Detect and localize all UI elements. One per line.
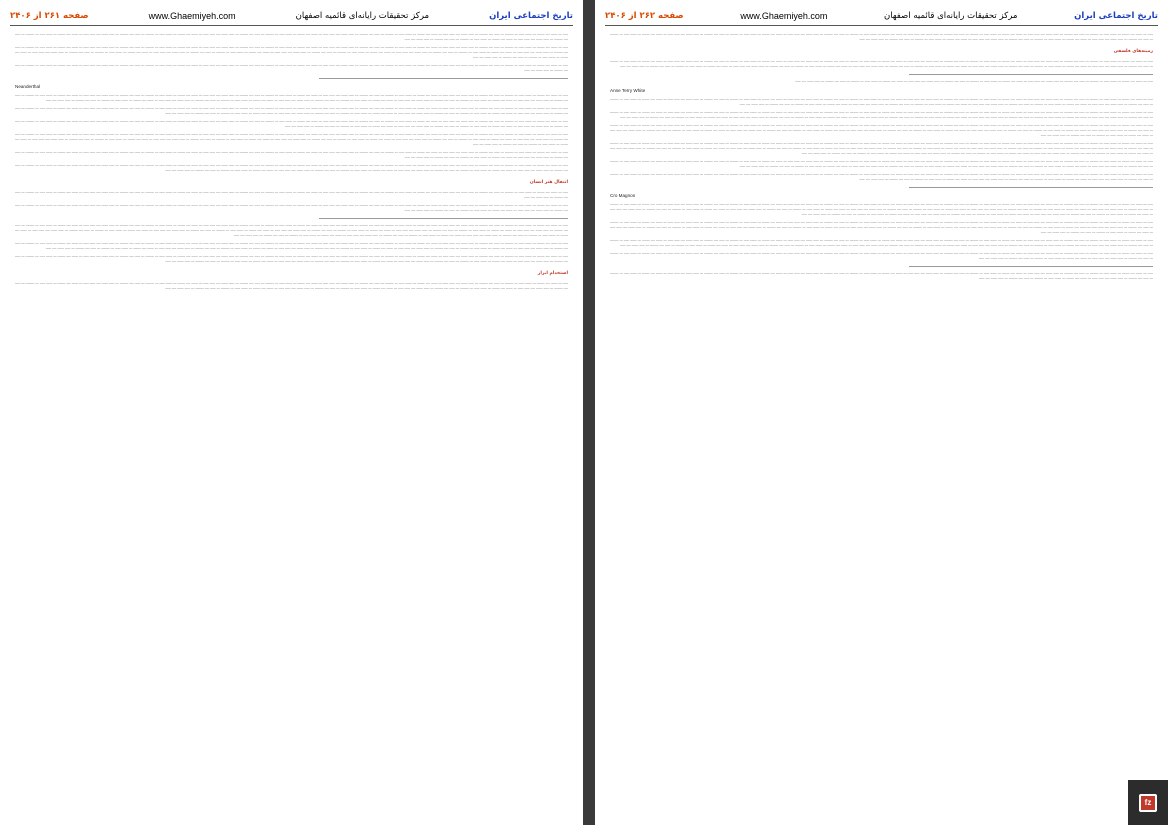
text-paragraph: ـــــ ـــ ــــــ ــــ ـــــــ ـــ ــــــ ـــــ ـــ ــــــــ ـــ ـــــ ــــ ــــــــ ـــ ـــــ ــــــ ــــ ـــــ ـــــ ـــ ــــــ ــــ ـــــــ ـــ ــــــ ـــــ ـــ ــــــــ ـــ ـــــ ــــ ــــــــ ـــ ـــــ ــــــ ــــ ـــــ ـــــ ـــ ــــــ ــــ ـــــــ ـــ ــــــ ـــــ ـــ ــــــــ ـــ ـــــ ــــ ــــــــ ـــ ـــــ ــــــ ــــ ـــــ ـــــ ـــ ــــــ ــــ ـــــــ ـــ ــــــ ـــــ ـــ ــــــــ ـــ ـــــ ــــ ــــــــ ـــ ـــــ ــــــ ــــ ـــــ ـــــ ـــ ــــــ ــــ ـــــــ ـــ ــــــ ـــــ ـــ ــــــــ ـــ ـــــ ــــ ــــــــ ـــ ـــــ ــــــ ــــ ـــــ ـــــ ـــ ــــــ ــــ ـــــــ ـــ ــــــ ـــــ ـــ ــــــــ ـــ ـــــ ــــ ــــــــ ـــ ـــــ ــــــ ــــ ـــــ ـــــ ـــ ــــــ ــــ ـــــــ ـــ ــــــ ـــــ ـــ ــــــــ ـــ ـــــ ــــ ــــــــ ـــ ـــــ ــــــ ــــ ـــــ ـــــ ـــ ــــــ ــــ ـــــــ ـــ ــــــ ـــــ ـــ ــــــــ ـــ ـــــ ــــ ــــــــ ـــ ـــــ ــــــ ــــ ـــــ ـــــ ـــ ــــــ ــــ ـــــــ ـــ ــــــ ـــــ ـــ ــــــــ ـــ ـــــ ــــ ــــــــ ـــ ـــــ ــــــ ــــ ـــــ ـــــ ـــ ــــــ ــــ ـــــــ ـــ ــــــ ـــــ ـــ ــــــــ ـــ ـــــ ــــ ــــــــ ـــ ـــــ ــــــ ــــ ـــــ bbox=[610, 123, 1153, 137]
header-divider bbox=[605, 25, 1158, 26]
latin-term: Neanderthal bbox=[15, 84, 41, 89]
app-corner-badge[interactable] bbox=[1128, 780, 1168, 825]
text-paragraph: ـــــ ـــ ــــــ ــــ ـــــــ ـــ ــــــ ـــــ ـــ ــــــــ ـــ ـــــ ــــ ــــــــ ـــ ـــــ ــــــ ــــ ـــــ ـــــ ـــ ــــــ ــــ ـــــــ ـــ ــــــ ـــــ ـــ ــــــــ ـــ ـــــ ــــ ــــــــ ـــ ـــــ ــــــ ــــ ـــــ ـــــ ـــ ــــــ ــــ ـــــــ ـــ ــــــ ـــــ ـــ ــــــــ ـــ ـــــ ــــ ــــــــ ـــ ـــــ ــــــ ــــ ـــــ ـــــ ـــ ــــــ ــــ ـــــــ ـــ ــــــ ـــــ ـــ ــــــــ ـــ ـــــ ــــ ــــــــ ـــ ـــــ ــــــ ــــ ـــــ ـــــ ـــ ــــــ ــــ ـــــــ ـــ ــــــ ـــــ ـــ ــــــــ ـــ ـــــ ــــ ــــــــ ـــ ـــــ ــــــ ــــ ـــــ ـــــ ـــ ــــــ ــــ ـــــــ ـــ ــــــ ـــــ ـــ ــــــــ ـــ ـــــ ــــ ــــــــ ـــ ـــــ ــــــ ــــ ـــــ ـــــ ـــ ــــــ ــــ ـــــــ ـــ ــــــ ـــــ ـــ ــــــــ ـــ ـــــ ــــ ــــــــ ـــ ـــــ ــــــ ــــ ـــــ ـــــ ـــ ــــــ ــــ ـــــــ ـــ ــــــ ـــــ ـــ ــــــــ ـــ ـــــ ــــ ــــــــ ـــ ـــــ ــــــ ــــ ـــــ ـــــ ـــ ــــــ ــــ ـــــــ ـــ ــــــ ـــــ ـــ ــــــــ ـــ ـــــ ــــ ــــــــ ـــ ـــــ ــــــ ــــ ـــــ ـــــ ـــ ــــــ ــــ ـــــــ ـــ ــــــ ـــــ ـــ ــــــــ ـــ ـــــ ــــ ــــــــ ـــ ـــــ ــــــ ــــ ـــــ bbox=[15, 132, 568, 146]
section-heading: انتقال هنر انسان bbox=[529, 180, 568, 185]
text-paragraph: ـــــ ـــ ــــــ ــــ ـــــــ ـــ ــــــ ـــــ ـــ ــــــــ ـــ ـــــ ــــ ــــــــ ـــ ـــــ ــــــ ــــ ـــــ ـــــ ـــ ــــــ ــــ ـــــــ ـــ ــــــ ـــــ ـــ ــــــــ ـــ ـــــ ــــ ــــــــ ـــ ـــــ ــــــ ــــ ـــــ ـــــ ـــ ــــــ ــــ ـــــــ ـــ ــــــ ـــــ ـــ ــــــــ ـــ ـــــ ــــ ــــــــ ـــ ـــــ ــــــ ــــ ـــــ ـــــ ـــ ــــــ ــــ ـــــــ ـــ ــــــ ـــــ ـــ ــــــــ ـــ ـــــ ــــ ــــــــ ـــ ـــــ ــــــ ــــ ـــــ ـــــ ـــ ــــــ ــــ ـــــــ ـــ ــــــ ـــــ ـــ ــــــــ ـــ ـــــ ــــ ــــــــ ـــ ـــــ ــــــ ــــ ـــــ ـــــ ـــ ــــــ ــــ ـــــــ ـــ ــــــ ـــــ ـــ ــــــــ ـــ ـــــ ــــ ــــــــ ـــ ـــــ ــــــ ــــ ـــــ ـــــ ـــ ــــــ ــــ ـــــــ ـــ ــــــ ـــــ ـــ ــــــــ ـــ ـــــ ــــ ــــــــ ـــ ـــــ ــــــ ــــ ـــــ ـــــ ـــ ــــــ ــــ ـــــــ ـــ ــــــ ـــــ ـــ ــــــــ ـــ ـــــ ــــ ــــــــ ـــ ـــــ ــــــ ــــ ـــــ bbox=[15, 106, 568, 115]
section-heading: استخدام ابزار bbox=[537, 271, 568, 276]
text-paragraph: ـــــ ـــ ــــــ ــــ ـــــــ ـــ ــــــ ـــــ ـــ ــــــــ ـــ ـــــ ــــ ــــــــ ـــ ـــــ ــــــ ــــ ـــــ ـــــ ـــ ــــــ ــــ ـــــــ ـــ ــــــ ـــــ ـــ ــــــــ ـــ ـــــ ــــ ــــــــ ـــ ـــــ ــــــ ــــ ـــــ ـــــ ـــ ــــــ ــــ ـــــــ ـــ ــــــ ـــــ ـــ ــــــــ ـــ ـــــ ــــ ــــــــ ـــ ـــــ ــــــ ــــ ـــــ ـــــ ـــ ــــــ ــــ ـــــــ ـــ ــــــ ـــــ ـــ ــــــــ ـــ ـــــ ــــ ــــــــ ـــ ـــــ ــــــ ــــ ـــــ ـــــ ـــ ــــــ ــــ ـــــــ ـــ ــــــ ـــــ ـــ ــــــــ ـــ ـــــ ــــ ــــــــ ـــ ـــــ ــــــ ــــ ـــــ ـــــ ـــ ــــــ ــــ ـــــــ ـــ ــــــ ـــــ ـــ ــــــــ ـــ ـــــ ــــ ــــــــ ـــ ـــــ ــــــ ــــ ـــــ bbox=[610, 251, 1153, 260]
text-paragraph: ـــــ ـــ ــــــ ــــ ـــــــ ـــ ــــــ ـــــ ـــ ــــــــ ـــ ـــــ ــــ ــــــــ ـــ ـــــ ــــــ ــــ ـــــ ـــــ ـــ ــــــ ــــ ـــــــ ـــ ــــــ ـــــ ـــ ــــــــ ـــ ـــــ ــــ ــــــــ ـــ ـــــ ــــــ ــــ ـــــ ـــــ ـــ ــــــ ــــ ـــــــ ـــ ــــــ ـــــ ـــ ــــــــ ـــ ـــــ ــــ ــــــــ ـــ ـــــ ــــــ ــــ ـــــ ـــــ ـــ ــــــ ــــ ـــــــ ـــ ــــــ ـــــ ـــ ــــــــ ـــ ـــــ ــــ ــــــــ ـــ ـــــ ــــــ ــــ ـــــ ـــــ ـــ ــــــ ــــ ـــــــ ـــ ــــــ ـــــ ـــ ــــــــ ـــ ـــــ ــــ ــــــــ ـــ ـــــ ــــــ ــــ ـــــ ـــــ ـــ ــــــ ــــ ـــــــ ـــ ــــــ ـــــ ـــ ــــــــ ـــ ـــــ ــــ ــــــــ ـــ ـــــ ــــــ ــــ ـــــ bbox=[15, 150, 568, 159]
page-gutter bbox=[583, 0, 595, 825]
text-paragraph: ـــــ ـــ ــــــ ــــ ـــــــ ـــ ــــــ ـــــ ـــ ــــــــ ـــ ـــــ ــــ ــــــــ ـــ ـــــ ــــــ ــــ ـــــ ـــــ ـــ ــــــ ــــ ـــــــ ـــ ــــــ ـــــ ـــ ــــــــ ـــ ـــــ ــــ ــــــــ ـــ ـــــ ــــــ ــــ ـــــ ـــــ ـــ ــــــ ــــ ـــــــ ـــ ــــــ ـــــ ـــ ــــــــ ـــ ـــــ ــــ ــــــــ ـــ ـــــ ــــــ ــــ ـــــ ـــــ ـــ ــــــ ــــ ـــــــ ـــ ــــــ ـــــ ـــ ــــــــ ـــ ـــــ ــــ ــــــــ ـــ ـــــ ــــــ ــــ ـــــ ـــــ ـــ ــــــ ــــ ـــــــ ـــ ــــــ ـــــ ـــ ــــــــ ـــ ـــــ ــــ ــــــــ ـــ ـــــ ــــــ ــــ ـــــ ـــــ ـــ ــــــ ــــ ـــــــ ـــ ــــــ ـــــ ـــ ــــــــ ـــ ـــــ ــــ ــــــــ ـــ ـــــ ــــــ ــــ ـــــ ـــــ ـــ ــــــ ــــ ـــــــ ـــ ــــــ ـــــ ـــ ــــــــ ـــ ـــــ ــــ ــــــــ ـــ ـــــ ــــــ ــــ ـــــ ـــــ ـــ ــــــ ــــ ـــــــ ـــ ــــــ ـــــ ـــ ــــــــ ـــ ـــــ ــــ ــــــــ ـــ ـــــ ــــــ ــــ ـــــ ـــــ ـــ ــــــ ــــ ـــــــ ـــ ــــــ ـــــ ـــ ــــــــ ـــ ـــــ ــــ ــــــــ ـــ ـــــ ــــــ ــــ ـــــ ـــــ ـــ ــــــ ــــ ـــــــ ـــ ــــــ ـــــ ـــ ــــــــ ـــ ـــــ ــــ ــــــــ ـــ ـــــ ــــــ ــــ ـــــ bbox=[610, 220, 1153, 234]
text-paragraph: ـــــ ـــ ــــــ ــــ ـــــــ ـــ ــــــ ـــــ ـــ ــــــــ ـــ ـــــ ــــ ــــــــ ـــ ـــــ ــــــ ــــ ـــــ ـــــ ـــ ــــــ ــــ ـــــــ ـــ ــــــ ـــــ ـــ ــــــــ ـــ ـــــ ــــ ــــــــ ـــ ـــــ ــــــ ــــ ـــــ ـــــ ـــ ــــــ ــــ ـــــــ ـــ ــــــ ـــــ ـــ ــــــــ ـــ ـــــ ــــ ــــــــ ـــ ـــــ ــــــ ــــ ـــــ ـــــ ـــ ــــــ ــــ ـــــــ ـــ ــــــ ـــــ ـــ ــــــــ ـــ ـــــ ــــ ــــــــ ـــ ـــــ ــــــ ــــ ـــــ ـــــ ـــ ــــــ ــــ ـــــــ ـــ ــــــ ـــــ ـــ ــــــــ ـــ ـــــ ــــ ــــــــ ـــ ـــــ ــــــ ــــ ـــــ ـــــ ـــ ــــــ ــــ ـــــــ ـــ ــــــ ـــــ ـــ ــــــــ ـــ ـــــ ــــ ــــــــ ـــ ـــــ ــــــ ــــ ـــــ ـــــ ـــ ــــــ ــــ ـــــــ ـــ ــــــ ـــــ ـــ ــــــــ ـــ ـــــ ــــ ــــــــ ـــ ـــــ ــــــ ــــ ـــــ ـــــ ـــ ــــــ ــــ ـــــــ ـــ ــــــ ـــــ ـــ ــــــــ ـــ ـــــ ــــ ــــــــ ـــ ـــــ ــــــ ــــ ـــــ ـــــ ـــ ــــــ ــــ ـــــــ ـــ ــــــ ـــــ ـــ ــــــــ ـــ ـــــ ــــ ــــــــ ـــ ـــــ ــــــ ــــ ـــــ bbox=[610, 110, 1153, 119]
latin-term: Anne Terry White bbox=[610, 88, 646, 93]
right-page-body bbox=[610, 32, 1153, 819]
text-paragraph: ـــــ ـــ ــــــ ــــ ـــــــ ـــ ــــــ ـــــ ـــ ــــــــ ـــ ـــــ ــــ ــــــــ ـــ ـــــ ــــــ ــــ ـــــ ـــــ ـــ ــــــ ــــ ـــــــ ـــ ــــــ ـــــ ـــ ــــــــ ـــ ـــــ ــــ ــــــــ ـــ ـــــ ــــــ ــــ ـــــ ـــــ ـــ ــــــ ــــ ـــــــ ـــ ــــــ ـــــ ـــ ــــــــ ـــ ـــــ ــــ ــــــــ ـــ ـــــ ــــــ ــــ ـــــ ـــــ ـــ ــــــ ــــ ـــــــ ـــ ــــــ ـــــ ـــ ــــــــ ـــ ـــــ ــــ ــــــــ ـــ ـــــ ــــــ ــــ ـــــ ـــــ ـــ ــــــ ــــ ـــــــ ـــ ــــــ ـــــ ـــ ــــــــ ـــ ـــــ ــــ ــــــــ ـــ ـــــ ــــــ ــــ ـــــ ـــــ ـــ ــــــ ــــ ـــــــ ـــ ــــــ ـــــ ـــ ــــــــ ـــ ـــــ ــــ ــــــــ ـــ ـــــ ــــــ ــــ ـــــ ـــــ ـــ ــــــ ــــ ـــــــ ـــ ــــــ ـــــ ـــ ــــــــ ـــ ـــــ ــــ ــــــــ ـــ ـــــ ــــــ ــــ ـــــ ـــــ ـــ ــــــ ــــ ـــــــ ـــ ــــــ ـــــ ـــ ــــــــ ـــ ـــــ ــــ ــــــــ ـــ ـــــ ــــــ ــــ ـــــ bbox=[610, 97, 1153, 106]
text-paragraph: ـــــ ـــ ــــــ ــــ ـــــــ ـــ ــــــ ـــــ ـــ ــــــــ ـــ ـــــ ــــ ــــــــ ـــ ـــــ ــــــ ــــ ـــــ ـــــ ـــ ــــــ ــــ ـــــــ ـــ ــــــ ـــــ ـــ ــــــــ ـــ ـــــ ــــ ــــــــ ـــ ـــــ ــــــ ــــ ـــــ ـــــ ـــ ــــــ ــــ ـــــــ ـــ ــــــ ـــــ ـــ ــــــــ ـــ ـــــ ــــ ــــــــ ـــ ـــــ ــــــ ــــ ـــــ ـــــ ـــ ــــــ ــــ ـــــــ ـــ ــــــ ـــــ ـــ ــــــــ ـــ ـــــ ــــ ــــــــ ـــ ـــــ ــــــ ــــ ـــــ ـــــ ـــ ــــــ ــــ ـــــــ ـــ ــــــ ـــــ ـــ ــــــــ ـــ ـــــ ــــ ــــــــ ـــ ـــــ ــــــ ــــ ـــــ ـــــ ـــ ــــــ ــــ ـــــــ ـــ ــــــ ـــــ ـــ ــــــــ ـــ ـــــ ــــ ــــــــ ـــ ـــــ ــــــ ــــ ـــــ bbox=[15, 32, 568, 41]
text-paragraph: ـــــ ـــ ــــــ ــــ ـــــــ ـــ ــــــ ـــــ ـــ ــــــــ ـــ ـــــ ــــ ــــــــ ـــ ـــــ ــــــ ــــ ـــــ ـــــ ـــ ــــــ ــــ ـــــــ ـــ ــــــ ـــــ ـــ ــــــــ ـــ ـــــ ــــ ــــــــ ـــ ـــــ ــــــ ــــ ـــــ ـــــ ـــ ــــــ ــــ ـــــــ ـــ ــــــ ـــــ ـــ ــــــــ ـــ ـــــ ــــ ــــــــ ـــ ـــــ ــــــ ــــ ـــــ ـــــ ـــ ــــــ ــــ ـــــــ ـــ ــــــ ـــــ ـــ ــــــــ ـــ ـــــ ــــ ــــــــ ـــ ـــــ ــــــ ــــ ـــــ ـــــ ـــ ــــــ ــــ ـــــــ ـــ ــــــ ـــــ ـــ ــــــــ ـــ ـــــ ــــ ــــــــ ـــ ـــــ ــــــ ــــ ـــــ ـــــ ـــ ــــــ ــــ ـــــــ ـــ ــــــ ـــــ ـــ ــــــــ ـــ ـــــ ــــ ــــــــ ـــ ـــــ ــــــ ــــ ـــــ ـــــ ـــ ــــــ ــــ ـــــــ ـــ ــــــ ـــــ ـــ ــــــــ ـــ ـــــ ــــ ــــــــ ـــ ـــــ ــــــ ــــ ـــــ ـــــ ـــ ــــــ ــــ ـــــــ ـــ ــــــ ـــــ ـــ ــــــــ ـــ ـــــ ــــ ــــــــ ـــ ـــــ ــــــ ــــ ـــــ ـــــ ـــ ــــــ ــــ ـــــــ ـــ ــــــ ـــــ ـــ ــــــــ ـــ ـــــ ــــ ــــــــ ـــ ـــــ ــــــ ــــ ـــــ ـــــ ـــ ــــــ ــــ ـــــــ ـــ ــــــ ـــــ ـــ ــــــــ ـــ ـــــ ــــ ــــــــ ـــ ـــــ ــــــ ــــ ـــــ ـــــ ـــ ــــــ ــــ ـــــــ ـــ ــــــ ـــــ ـــ ــــــــ ـــ ـــــ ــــ ــــــــ ـــ ـــــ ــــــ ــــ ـــــ ـــــ ـــ ــــــ ــــ ـــــــ ـــ ــــــ ـــــ ـــ ــــــــ ـــ ـــــ ــــ ــــــــ ـــ ـــــ ــــــ ــــ ـــــ bbox=[610, 141, 1153, 155]
text-paragraph: ـــــ ـــ ــــــ ــــ ـــــــ ـــ ــــــ ـــــ ـــ ــــــــ ـــ ـــــ ــــ ــــــــ ـــ ـــــ ــــــ ــــ ـــــ ـــــ ـــ ــــــ ــــ ـــــــ ـــ ــــــ ـــــ ـــ ــــــــ ـــ ـــــ ــــ ــــــــ ـــ ـــــ ــــــ ــــ ـــــ ـــــ ـــ ــــــ ــــ ـــــــ ـــ ــــــ ـــــ ـــ ــــــــ ـــ ـــــ ــــ ــــــــ ـــ ـــــ ــــــ ــــ ـــــ ـــــ ـــ ــــــ ــــ ـــــــ ـــ ــــــ ـــــ ـــ ــــــــ ـــ ـــــ ــــ ــــــــ ـــ ـــــ ــــــ ــــ ـــــ ـــــ ـــ ــــــ ــــ ـــــــ ـــ ــــــ ـــــ ـــ ــــــــ ـــ ـــــ ــــ ــــــــ ـــ ـــــ ــــــ ــــ ـــــ ـــــ ـــ ــــــ ــــ ـــــــ ـــ ــــــ ـــــ ـــ ــــــــ ـــ ـــــ ــــ ــــــــ ـــ ـــــ ــــــ ــــ ـــــ ـــــ ـــ ــــــ ــــ ـــــــ ـــ ــــــ ـــــ ـــ ــــــــ ـــ ـــــ ــــ ــــــــ ـــ ـــــ ــــــ ــــ ـــــ ـــــ ـــ ــــــ ــــ ـــــــ ـــ ــــــ ـــــ ـــ ــــــــ ـــ ـــــ ــــ ــــــــ ـــ ـــــ ــــــ ــــ ـــــ bbox=[610, 159, 1153, 168]
file-app-icon: fz bbox=[1139, 794, 1157, 812]
site-url[interactable]: www.Ghaemiyeh.com bbox=[148, 11, 236, 21]
text-paragraph: ـــــ ـــ ــــــ ــــ ـــــــ ـــ ــــــ ـــــ ـــ ــــــــ ـــ ـــــ ــــ ــــــــ ـــ ـــــ ــــــ ــــ ـــــ ـــــ ـــ ــــــ ــــ ـــــــ ـــ ــــــ ـــــ ـــ ــــــــ ـــ ـــــ ــــ ــــــــ ـــ ـــــ ــــــ ــــ ـــــ ـــــ ـــ ــــــ ــــ ـــــــ ـــ ــــــ ـــــ ـــ ــــــــ ـــ ـــــ ــــ ــــــــ ـــ ـــــ ــــــ ــــ ـــــ ـــــ ـــ ــــــ ــــ ـــــــ ـــ ــــــ ـــــ ـــ ــــــــ ـــ ـــــ ــــ ــــــــ ـــ ـــــ ــــــ ــــ ـــــ ـــــ ـــ ــــــ ــــ ـــــــ ـــ ــــــ ـــــ ـــ ــــــــ ـــ ـــــ ــــ ــــــــ ـــ ـــــ ــــــ ــــ ـــــ ـــــ ـــ ــــــ ــــ ـــــــ ـــ ــــــ ـــــ ـــ ــــــــ ـــ ـــــ ــــ ــــــــ ـــ ـــــ ــــــ ــــ ـــــ ـــــ ـــ ــــــ ــــ ـــــــ ـــ ــــــ ـــــ ـــ ــــــــ ـــ ـــــ ــــ ــــــــ ـــ ـــــ ــــــ ــــ ـــــ ـــــ ـــ ــــــ ــــ ـــــــ ـــ ــــــ ـــــ ـــ ــــــــ ـــ ـــــ ــــ ــــــــ ـــ ـــــ ــــــ ــــ ـــــ bbox=[15, 281, 568, 290]
center-name: مرکز تحقیقات رایانه‌ای قائمیه اصفهان bbox=[295, 11, 430, 21]
text-paragraph: ـــــ ـــ ــــــ ــــ ـــــــ ـــ ــــــ ـــــ ـــ ــــــــ ـــ ـــــ ــــ ــــــــ ـــ ـــــ ــــــ ــــ ـــــ ـــــ ـــ ــــــ ــــ ـــــــ ـــ ــــــ ـــــ ـــ ــــــــ ـــ ـــــ ــــ ــــــــ ـــ ـــــ ــــــ ــــ ـــــ ـــــ ـــ ــــــ ــــ ـــــــ ـــ ــــــ ـــــ ـــ ــــــــ ـــ ـــــ ــــ ــــــــ ـــ ـــــ ــــــ ــــ ـــــ ـــــ ـــ ــــــ ــــ ـــــــ ـــ ــــــ ـــــ ـــ ــــــــ ـــ ـــــ ــــ ــــــــ ـــ ـــــ ــــــ ــــ ـــــ ـــــ ـــ ــــــ ــــ ـــــــ ـــ ــــــ ـــــ ـــ ــــــــ ـــ ـــــ ــــ ــــــــ ـــ ـــــ ــــــ ــــ ـــــ ـــــ ـــ ــــــ ــــ ـــــــ ـــ ــــــ ـــــ ـــ ــــــــ ـــ ـــــ ــــ ــــــــ ـــ ـــــ ــــــ ــــ ـــــ ـــــ ـــ ــــــ ــــ ـــــــ ـــ ــــــ ـــــ ـــ ــــــــ ـــ ـــــ ــــ ــــــــ ـــ ـــــ ــــــ ــــ ـــــ bbox=[610, 172, 1153, 181]
text-paragraph: ـــــ ـــ ــــــ ــــ ـــــــ ـــ ــــــ ـــــ ـــ ــــــــ ـــ ـــــ ــــ ــــــــ ـــ ـــــ ــــــ ــــ ـــــ ـــــ ـــ ــــــ ــــ ـــــــ ـــ ــــــ ـــــ ـــ ــــــــ ـــ ـــــ ــــ ــــــــ ـــ ـــــ ــــــ ــــ ـــــ ـــــ ـــ ــــــ ــــ ـــــــ ـــ ــــــ ـــــ ـــ ــــــــ ـــ ـــــ ــــ ــــــــ ـــ ـــــ ــــــ ــــ ـــــ ـــــ ـــ ــــــ ــــ ـــــــ ـــ ــــــ ـــــ ـــ ــــــــ ـــ ـــــ ــــ ــــــــ ـــ ـــــ ــــــ ــــ ـــــ ـــــ ـــ ــــــ ــــ ـــــــ ـــ ــــــ ـــــ ـــ ــــــــ ـــ ـــــ ــــ ــــــــ ـــ ـــــ ــــــ ــــ ـــــ bbox=[15, 190, 568, 199]
footnote-divider bbox=[909, 187, 1153, 188]
text-paragraph: ـــــ ـــ ــــــ ــــ ـــــــ ـــ ــــــ ـــــ ـــ ــــــــ ـــ ـــــ ــــ ــــــــ ـــ ـــــ ــــــ ــــ ـــــ ـــــ ـــ ــــــ ــــ ـــــــ ـــ ــــــ ـــــ ـــ ــــــــ ـــ ـــــ ــــ ــــــــ ـــ ـــــ ــــــ ــــ ـــــ ـــــ ـــ ــــــ ــــ ـــــــ ـــ ــــــ ـــــ ـــ ــــــــ ـــ ـــــ ــــ ــــــــ ـــ ـــــ ــــــ ــــ ـــــ ـــــ ـــ ــــــ ــــ ـــــــ ـــ ــــــ ـــــ ـــ ــــــــ ـــ ـــــ ــــ ــــــــ ـــ ـــــ ــــــ ــــ ـــــ ـــــ ـــ ــــــ ــــ ـــــــ ـــ ــــــ ـــــ ـــ ــــــــ ـــ ـــــ ــــ ــــــــ ـــ ـــــ ــــــ ــــ ـــــ bbox=[15, 63, 568, 72]
right-page-header bbox=[605, 8, 1158, 24]
text-paragraph: ـــــ ـــ ــــــ ــــ ـــــــ ـــ ــــــ ـــــ ـــ ــــــــ ـــ ـــــ ــــ ــــــــ ـــ ـــــ ــــــ ــــ ـــــ ـــــ ـــ ــــــ ــــ ـــــــ ـــ ــــــ ـــــ ـــ ــــــــ ـــ ـــــ ــــ ــــــــ ـــ ـــــ ــــــ ــــ ـــــ ـــــ ـــ ــــــ ــــ ـــــــ ـــ ــــــ ـــــ ـــ ــــــــ ـــ ـــــ ــــ ــــــــ ـــ ـــــ ــــــ ــــ ـــــ ـــــ ـــ ــــــ ــــ ـــــــ ـــ ــــــ ـــــ ـــ ــــــــ ـــ ـــــ ــــ ــــــــ ـــ ـــــ ــــــ ــــ ـــــ ـــــ ـــ ــــــ ــــ ـــــــ ـــ ــــــ ـــــ ـــ ــــــــ ـــ ـــــ ــــ ــــــــ ـــ ـــــ ــــــ ــــ ـــــ ـــــ ـــ ــــــ ــــ ـــــــ ـــ ــــــ ـــــ ـــ ــــــــ ـــ ـــــ ــــ ــــــــ ـــ ـــــ ــــــ ــــ ـــــ ـــــ ـــ ــــــ ــــ ـــــــ ـــ ــــــ ـــــ ـــ ــــــــ ـــ ـــــ ــــ ــــــــ ـــ ـــــ ــــــ ــــ ـــــ bbox=[15, 119, 568, 128]
footnote-divider bbox=[319, 218, 568, 219]
site-url[interactable]: www.Ghaemiyeh.com bbox=[740, 11, 828, 21]
book-title: تاریخ اجتماعی ایران bbox=[1074, 11, 1158, 21]
text-paragraph: ـــــ ـــ ــــــ ــــ ـــــــ ـــ ــــــ ـــــ ـــ ــــــــ ـــ ـــــ ــــ ــــــــ ـــ ـــــ ــــــ ــــ ـــــ ـــــ ـــ ــــــ ــــ ـــــــ ـــ ــــــ ـــــ ـــ ــــــــ ـــ ـــــ ــــ ــــــــ ـــ ـــــ ــــــ ــــ ـــــ ـــــ ـــ ــــــ ــــ ـــــــ ـــ ــــــ ـــــ ـــ ــــــــ ـــ ـــــ ــــ ــــــــ ـــ ـــــ ــــــ ــــ ـــــ ـــــ ـــ ــــــ ــــ ـــــــ ـــ ــــــ ـــــ ـــ ــــــــ ـــ ـــــ ــــ ــــــــ ـــ ـــــ ــــــ ــــ ـــــ ـــــ ـــ ــــــ ــــ ـــــــ ـــ ــــــ ـــــ ـــ ــــــــ ـــ ـــــ ــــ ــــــــ ـــ ـــــ ــــــ ــــ ـــــ ـــــ ـــ ــــــ ــــ ـــــــ ـــ ــــــ ـــــ ـــ ــــــــ ـــ ـــــ ــــ ــــــــ ـــ ـــــ ــــــ ــــ ـــــ ـــــ ـــ ــــــ ــــ ـــــــ ـــ ــــــ ـــــ ـــ ــــــــ ـــ ـــــ ــــ ــــــــ ـــ ـــــ ــــــ ــــ ـــــ ـــــ ـــ ــــــ ــــ ـــــــ ـــ ــــــ ـــــ ـــ ــــــــ ـــ ـــــ ــــ ــــــــ ـــ ـــــ ــــــ ــــ ـــــ ـــــ ـــ ــــــ ــــ ـــــــ ـــ ــــــ ـــــ ـــ ــــــــ ـــ ـــــ ــــ ــــــــ ـــ ـــــ ــــــ ــــ ـــــ bbox=[610, 59, 1153, 68]
left-page-number: صفحه ۲۶۱ از ۲۴۰۶ bbox=[10, 11, 89, 21]
text-paragraph: ـــــ ـــ ــــــ ــــ ـــــــ ـــ ــــــ ـــــ ـــ ــــــــ ـــ ـــــ ــــ ــــــــ ـــ ـــــ ــــــ ــــ ـــــ ـــــ ـــ ــــــ ــــ ـــــــ ـــ ــــــ ـــــ ـــ ــــــــ ـــ ـــــ ــــ ــــــــ ـــ ـــــ ــــــ ــــ ـــــ ـــــ ـــ ــــــ ــــ ـــــــ ـــ ــــــ ـــــ ـــ ــــــــ ـــ ـــــ ــــ ــــــــ ـــ ـــــ ــــــ ــــ ـــــ ـــــ ـــ ــــــ ــــ ـــــــ ـــ ــــــ ـــــ ـــ ــــــــ ـــ ـــــ ــــ ــــــــ ـــ ـــــ ــــــ ــــ ـــــ ـــــ ـــ ــــــ ــــ ـــــــ ـــ ــــــ ـــــ ـــ ــــــــ ـــ ـــــ ــــ ــــــــ ـــ ـــــ ــــــ ــــ ـــــ ـــــ ـــ ــــــ ــــ ـــــــ ـــ ــــــ ـــــ ـــ ــــــــ ـــ ـــــ ــــ ــــــــ ـــ ـــــ ــــــ ــــ ـــــ ـــــ ـــ ــــــ ــــ ـــــــ ـــ ــــــ ـــــ ـــ ــــــــ ـــ ـــــ ــــ ــــــــ ـــ ـــــ ــــــ ــــ ـــــ ـــــ ـــ ــــــ ــــ ـــــــ ـــ ــــــ ـــــ ـــ ــــــــ ـــ ـــــ ــــ ــــــــ ـــ ـــــ ــــــ ــــ ـــــ ـــــ ـــ ــــــ ــــ ـــــــ ـــ ــــــ ـــــ ـــ ــــــــ ـــ ـــــ ــــ ــــــــ ـــ ـــــ ــــــ ــــ ـــــ ـــــ ـــ ــــــ ــــ ـــــــ ـــ ــــــ ـــــ ـــ ــــــــ ـــ ـــــ ــــ ــــــــ ـــ ـــــ ــــــ ــــ ـــــ bbox=[15, 45, 568, 59]
left-page bbox=[0, 0, 583, 825]
text-paragraph: ـــــ ـــ ــــــ ــــ ـــــــ ـــ ــــــ ـــــ ـــ ــــــــ ـــ ـــــ ــــ ــــــــ ـــ ـــــ ــــــ ــــ ـــــ ـــــ ـــ ــــــ ــــ ـــــــ ـــ ــــــ ـــــ ـــ ــــــــ ـــ ـــــ ــــ ــــــــ ـــ ـــــ ــــــ ــــ ـــــ ـــــ ـــ ــــــ ــــ ـــــــ ـــ ــــــ ـــــ ـــ ــــــــ ـــ ـــــ ــــ ــــــــ ـــ ـــــ ــــــ ــــ ـــــ ـــــ ـــ ــــــ ــــ ـــــــ ـــ ــــــ ـــــ ـــ ــــــــ ـــ ـــــ ــــ ــــــــ ـــ ـــــ ــــــ ــــ ـــــ ـــــ ـــ ــــــ ــــ ـــــــ ـــ ــــــ ـــــ ـــ ــــــــ ـــ ـــــ ــــ ــــــــ ـــ ـــــ ــــــ ــــ ـــــ ـــــ ـــ ــــــ ــــ ـــــــ ـــ ــــــ ـــــ ـــ ــــــــ ـــ ـــــ ــــ ــــــــ ـــ ـــــ ــــــ ــــ ـــــ ـــــ ـــ ــــــ ــــ ـــــــ ـــ ــــــ ـــــ ـــ ــــــــ ـــ ـــــ ــــ ــــــــ ـــ ـــــ ــــــ ــــ ـــــ bbox=[610, 32, 1153, 41]
text-paragraph: ـــــ ـــ ــــــ ــــ ـــــــ ـــ ــــــ ـــــ ـــ ــــــــ ـــ ـــــ ــــ ــــــــ ـــ ـــــ ــــــ ــــ ـــــ ـــــ ـــ ــــــ ــــ ـــــــ ـــ ــــــ ـــــ ـــ ــــــــ ـــ ـــــ ــــ ــــــــ ـــ ـــــ ــــــ ــــ ـــــ ـــــ ـــ ــــــ ــــ ـــــــ ـــ ــــــ ـــــ ـــ ــــــــ ـــ ـــــ ــــ ــــــــ ـــ ـــــ ــــــ ــــ ـــــ ـــــ ـــ ــــــ ــــ ـــــــ ـــ ــــــ ـــــ ـــ ــــــــ ـــ ـــــ ــــ ــــــــ ـــ ـــــ ــــــ ــــ ـــــ ـــــ ـــ ــــــ ــــ ـــــــ ـــ ــــــ ـــــ ـــ ــــــــ ـــ ـــــ ــــ ــــــــ ـــ ـــــ ــــــ ــــ ـــــ ـــــ ـــ ــــــ ــــ ـــــــ ـــ ــــــ ـــــ ـــ ــــــــ ـــ ـــــ ــــ ــــــــ ـــ ـــــ ــــــ ــــ ـــــ ـــــ ـــ ــــــ ــــ ـــــــ ـــ ــــــ ـــــ ـــ ــــــــ ـــ ـــــ ــــ ــــــــ ـــ ـــــ ــــــ ــــ ـــــ ـــــ ـــ ــــــ ــــ ـــــــ ـــ ــــــ ـــــ ـــ ــــــــ ـــ ـــــ ــــ ــــــــ ـــ ـــــ ــــــ ــــ ـــــ ـــــ ـــ ــــــ ــــ ـــــــ ـــ ــــــ ـــــ ـــ ــــــــ ـــ ـــــ ــــ ــــــــ ـــ ـــــ ــــــ ــــ ـــــ bbox=[15, 241, 568, 250]
text-paragraph: ـــــ ـــ ــــــ ــــ ـــــــ ـــ ــــــ ـــــ ـــ ــــــــ ـــ ـــــ ــــ ــــــــ ـــ ـــــ ــــــ ــــ ـــــ ـــــ ـــ ــــــ ــــ ـــــــ ـــ ــــــ ـــــ ـــ ــــــــ ـــ ـــــ ــــ ــــــــ ـــ ـــــ ــــــ ــــ ـــــ ـــــ ـــ ــــــ ــــ ـــــــ ـــ ــــــ ـــــ ـــ ــــــــ ـــ ـــــ ــــ ــــــــ ـــ ـــــ ــــــ ــــ ـــــ ـــــ ـــ ــــــ ــــ ـــــــ ـــ ــــــ ـــــ ـــ ــــــــ ـــ ـــــ ــــ ــــــــ ـــ ـــــ ــــــ ــــ ـــــ ـــــ ـــ ــــــ ــــ ـــــــ ـــ ــــــ ـــــ ـــ ــــــــ ـــ ـــــ ــــ ــــــــ ـــ ـــــ ــــــ ــــ ـــــ ـــــ ـــ ــــــ ــــ ـــــــ ـــ ــــــ ـــــ ـــ ــــــــ ـــ ـــــ ــــ ــــــــ ـــ ـــــ ــــــ ــــ ـــــ ـــــ ـــ ــــــ ــــ ـــــــ ـــ ــــــ ـــــ ـــ ــــــــ ـــ ـــــ ــــ ــــــــ ـــ ـــــ ــــــ ــــ ـــــ ـــــ ـــ ــــــ ــــ ـــــــ ـــ ــــــ ـــــ ـــ ــــــــ ـــ ـــــ ــــ ــــــــ ـــ ـــــ ــــــ ــــ ـــــ bbox=[15, 163, 568, 172]
left-page-body bbox=[15, 32, 568, 819]
book-title: تاریخ اجتماعی ایران bbox=[489, 11, 573, 21]
left-page-header bbox=[10, 8, 573, 24]
section-heading: زمینه‌های فلسفی bbox=[1113, 49, 1153, 54]
footnote-divider bbox=[909, 266, 1153, 267]
center-name: مرکز تحقیقات رایانه‌ای قائمیه اصفهان bbox=[884, 11, 1018, 21]
right-page-number: صفحه ۲۶۲ از ۲۴۰۶ bbox=[605, 11, 684, 21]
text-paragraph: ـــــ ـــ ــــــ ــــ ـــــــ ـــ ــــــ ـــــ ـــ ــــــــ ـــ ـــــ ــــ ــــــــ ـــ ـــــ ــــــ ــــ ـــــ ـــــ ـــ ــــــ ــــ ـــــــ ـــ ــــــ ـــــ ـــ ــــــــ ـــ ـــــ ــــ ــــــــ ـــ ـــــ ــــــ ــــ ـــــ ـــــ ـــ ــــــ ــــ ـــــــ ـــ ــــــ ـــــ ـــ ــــــــ ـــ ـــــ ــــ ــــــــ ـــ ـــــ ــــــ ــــ ـــــ bbox=[795, 79, 1153, 83]
text-paragraph: ـــــ ـــ ــــــ ــــ ـــــــ ـــ ــــــ ـــــ ـــ ــــــــ ـــ ـــــ ــــ ــــــــ ـــ ـــــ ــــــ ــــ ـــــ ـــــ ـــ ــــــ ــــ ـــــــ ـــ ــــــ ـــــ ـــ ــــــــ ـــ ـــــ ــــ ــــــــ ـــ ـــــ ــــــ ــــ ـــــ ـــــ ـــ ــــــ ــــ ـــــــ ـــ ــــــ ـــــ ـــ ــــــــ ـــ ـــــ ــــ ــــــــ ـــ ـــــ ــــــ ــــ ـــــ ـــــ ـــ ــــــ ــــ ـــــــ ـــ ــــــ ـــــ ـــ ــــــــ ـــ ـــــ ــــ ــــــــ ـــ ـــــ ــــــ ــــ ـــــ ـــــ ـــ ــــــ ــــ ـــــــ ـــ ــــــ ـــــ ـــ ــــــــ ـــ ـــــ ــــ ــــــــ ـــ ـــــ ــــــ ــــ ـــــ ـــــ ـــ ــــــ ــــ ـــــــ ـــ ــــــ ـــــ ـــ ــــــــ ـــ ـــــ ــــ ــــــــ ـــ ـــــ ــــــ ــــ ـــــ ـــــ ـــ ــــــ ــــ ـــــــ ـــ ــــــ ـــــ ـــ ــــــــ ـــ ـــــ ــــ ــــــــ ـــ ـــــ ــــــ ــــ ـــــ ـــــ ـــ ــــــ ــــ ـــــــ ـــ ــــــ ـــــ ـــ ــــــــ ـــ ـــــ ــــ ــــــــ ـــ ـــــ ــــــ ــــ ـــــ bbox=[15, 254, 568, 263]
right-page bbox=[595, 0, 1168, 825]
text-paragraph: ـــــ ـــ ــــــ ــــ ـــــــ ـــ ــــــ ـــــ ـــ ــــــــ ـــ ـــــ ــــ ــــــــ ـــ ـــــ ــــــ ــــ ـــــ ـــــ ـــ ــــــ ــــ ـــــــ ـــ ــــــ ـــــ ـــ ــــــــ ـــ ـــــ ــــ ــــــــ ـــ ـــــ ــــــ ــــ ـــــ ـــــ ـــ ــــــ ــــ ـــــــ ـــ ــــــ ـــــ ـــ ــــــــ ـــ ـــــ ــــ ــــــــ ـــ ـــــ ــــــ ــــ ـــــ ـــــ ـــ ــــــ ــــ ـــــــ ـــ ــــــ ـــــ ـــ ــــــــ ـــ ـــــ ــــ ــــــــ ـــ ـــــ ــــــ ــــ ـــــ ـــــ ـــ ــــــ ــــ ـــــــ ـــ ــــــ ـــــ ـــ ــــــــ ـــ ـــــ ــــ ــــــــ ـــ ـــــ ــــــ ــــ ـــــ ـــــ ـــ ــــــ ــــ ـــــــ ـــ ــــــ ـــــ ـــ ــــــــ ـــ ـــــ ــــ ــــــــ ـــ ـــــ ــــــ ــــ ـــــ ـــــ ـــ ــــــ ــــ ـــــــ ـــ ــــــ ـــــ ـــ ــــــــ ـــ ـــــ ــــ ــــــــ ـــ ـــــ ــــــ ــــ ـــــ ـــــ ـــ ــــــ ــــ ـــــــ ـــ ــــــ ـــــ ـــ ــــــــ ـــ ـــــ ــــ ــــــــ ـــ ـــــ ــــــ ــــ ـــــ ـــــ ـــ ــــــ ــــ ـــــــ ـــ ــــــ ـــــ ـــ ــــــــ ـــ ـــــ ــــ ــــــــ ـــ ـــــ ــــــ ــــ ـــــ ـــــ ـــ ــــــ ــــ ـــــــ ـــ ــــــ ـــــ ـــ ــــــــ ـــ ـــــ ــــ ــــــــ ـــ ـــــ ــــــ ــــ ـــــ ـــــ ـــ ــــــ ــــ ـــــــ ـــ ــــــ ـــــ ـــ ــــــــ ـــ ـــــ ــــ ــــــــ ـــ ـــــ ــــــ ــــ ـــــ ـــــ ـــ ــــــ ــــ ـــــــ ـــ ــــــ ـــــ ـــ ــــــــ ـــ ـــــ ــــ ــــــــ ـــ ـــــ ــــــ ــــ ـــــ bbox=[15, 223, 568, 237]
text-paragraph: ـــــ ـــ ــــــ ــــ ـــــــ ـــ ــــــ ـــــ ـــ ــــــــ ـــ ـــــ ــــ ــــــــ ـــ ـــــ ــــــ ــــ ـــــ ـــــ ـــ ــــــ ــــ ـــــــ ـــ ــــــ ـــــ ـــ ــــــــ ـــ ـــــ ــــ ــــــــ ـــ ـــــ ــــــ ــــ ـــــ ـــــ ـــ ــــــ ــــ ـــــــ ـــ ــــــ ـــــ ـــ ــــــــ ـــ ـــــ ــــ ــــــــ ـــ ـــــ ــــــ ــــ ـــــ ـــــ ـــ ــــــ ــــ ـــــــ ـــ ــــــ ـــــ ـــ ــــــــ ـــ ـــــ ــــ ــــــــ ـــ ـــــ ــــــ ــــ ـــــ ـــــ ـــ ــــــ ــــ ـــــــ ـــ ــــــ ـــــ ـــ ــــــــ ـــ ـــــ ــــ ــــــــ ـــ ـــــ ــــــ ــــ ـــــ ـــــ ـــ ــــــ ــــ ـــــــ ـــ ــــــ ـــــ ـــ ــــــــ ـــ ـــــ ــــ ــــــــ ـــ ـــــ ــــــ ــــ ـــــ ـــــ ـــ ــــــ ــــ ـــــــ ـــ ــــــ ـــــ ـــ ــــــــ ـــ ـــــ ــــ ــــــــ ـــ ـــــ ــــــ ــــ ـــــ ـــــ ـــ ــــــ ــــ ـــــــ ـــ ــــــ ـــــ ـــ ــــــــ ـــ ـــــ ــــ ــــــــ ـــ ـــــ ــــــ ــــ ـــــ ـــــ ـــ ــــــ ــــ ـــــــ ـــ ــــــ ـــــ ـــ ــــــــ ـــ ـــــ ــــ ــــــــ ـــ ـــــ ــــــ ــــ ـــــ ـــــ ـــ ــــــ ــــ ـــــــ ـــ ــــــ ـــــ ـــ ــــــــ ـــ ـــــ ــــ ــــــــ ـــ ـــــ ــــــ ــــ ـــــ ـــــ ـــ ــــــ ــــ ـــــــ ـــ ــــــ ـــــ ـــ ــــــــ ـــ ـــــ ــــ ــــــــ ـــ ـــــ ــــــ ــــ ـــــ ـــــ ـــ ــــــ ــــ ـــــــ ـــ ــــــ ـــــ ـــ ــــــــ ـــ ـــــ ــــ ــــــــ ـــ ـــــ ــــــ ــــ ـــــ bbox=[610, 202, 1153, 216]
text-paragraph: ـــــ ـــ ــــــ ــــ ـــــــ ـــ ــــــ ـــــ ـــ ــــــــ ـــ ـــــ ــــ ــــــــ ـــ ـــــ ــــــ ــــ ـــــ ـــــ ـــ ــــــ ــــ ـــــــ ـــ ــــــ ـــــ ـــ ــــــــ ـــ ـــــ ــــ ــــــــ ـــ ـــــ ــــــ ــــ ـــــ ـــــ ـــ ــــــ ــــ ـــــــ ـــ ــــــ ـــــ ـــ ــــــــ ـــ ـــــ ــــ ــــــــ ـــ ـــــ ــــــ ــــ ـــــ ـــــ ـــ ــــــ ــــ ـــــــ ـــ ــــــ ـــــ ـــ ــــــــ ـــ ـــــ ــــ ــــــــ ـــ ـــــ ــــــ ــــ ـــــ ـــــ ـــ ــــــ ــــ ـــــــ ـــ ــــــ ـــــ ـــ ــــــــ ـــ ـــــ ــــ ــــــــ ـــ ـــــ ــــــ ــــ ـــــ ـــــ ـــ ــــــ ــــ ـــــــ ـــ ــــــ ـــــ ـــ ــــــــ ـــ ـــــ ــــ ــــــــ ـــ ـــــ ــــــ ــــ ـــــ ـــــ ـــ ــــــ ــــ ـــــــ ـــ ــــــ ـــــ ـــ ــــــــ ـــ ـــــ ــــ ــــــــ ـــ ـــــ ــــــ ــــ ـــــ ـــــ ـــ ــــــ ــــ ـــــــ ـــ ــــــ ـــــ ـــ ــــــــ ـــ ـــــ ــــ ــــــــ ـــ ـــــ ــــــ ــــ ـــــ ـــــ ـــ ــــــ ــــ ـــــــ ـــ ــــــ ـــــ ـــ ــــــــ ـــ ـــــ ــــ ــــــــ ـــ ـــــ ــــــ ــــ ـــــ bbox=[610, 238, 1153, 247]
text-paragraph: ـــــ ـــ ــــــ ــــ ـــــــ ـــ ــــــ ـــــ ـــ ــــــــ ـــ ـــــ ــــ ــــــــ ـــ ـــــ ــــــ ــــ ـــــ ـــــ ـــ ــــــ ــــ ـــــــ ـــ ــــــ ـــــ ـــ ــــــــ ـــ ـــــ ــــ ــــــــ ـــ ـــــ ــــــ ــــ ـــــ ـــــ ـــ ــــــ ــــ ـــــــ ـــ ــــــ ـــــ ـــ ــــــــ ـــ ـــــ ــــ ــــــــ ـــ ـــــ ــــــ ــــ ـــــ ـــــ ـــ ــــــ ــــ ـــــــ ـــ ــــــ ـــــ ـــ ــــــــ ـــ ـــــ ــــ ــــــــ ـــ ـــــ ــــــ ــــ ـــــ ـــــ ـــ ــــــ ــــ ـــــــ ـــ ــــــ ـــــ ـــ ــــــــ ـــ ـــــ ــــ ــــــــ ـــ ـــــ ــــــ ــــ ـــــ ـــــ ـــ ــــــ ــــ ـــــــ ـــ ــــــ ـــــ ـــ ــــــــ ـــ ـــــ ــــ ــــــــ ـــ ـــــ ــــــ ــــ ـــــ ـــــ ـــ ــــــ ــــ ـــــــ ـــ ــــــ ـــــ ـــ ــــــــ ـــ ـــــ ــــ ــــــــ ـــ ـــــ ــــــ ــــ ـــــ ـــــ ـــ ــــــ ــــ ـــــــ ـــ ــــــ ـــــ ـــ ــــــــ ـــ ـــــ ــــ ــــــــ ـــ ـــــ ــــــ ــــ ـــــ ـــــ ـــ ــــــ ــــ ـــــــ ـــ ــــــ ـــــ ـــ ــــــــ ـــ ـــــ ــــ ــــــــ ـــ ـــــ ــــــ ــــ ـــــ bbox=[15, 93, 568, 102]
text-paragraph: ـــــ ـــ ــــــ ــــ ـــــــ ـــ ــــــ ـــــ ـــ ــــــــ ـــ ـــــ ــــ ــــــــ ـــ ـــــ ــــــ ــــ ـــــ ـــــ ـــ ــــــ ــــ ـــــــ ـــ ــــــ ـــــ ـــ ــــــــ ـــ ـــــ ــــ ــــــــ ـــ ـــــ ــــــ ــــ ـــــ ـــــ ـــ ــــــ ــــ ـــــــ ـــ ــــــ ـــــ ـــ ــــــــ ـــ ـــــ ــــ ــــــــ ـــ ـــــ ــــــ ــــ ـــــ ـــــ ـــ ــــــ ــــ ـــــــ ـــ ــــــ ـــــ ـــ ــــــــ ـــ ـــــ ــــ ــــــــ ـــ ـــــ ــــــ ــــ ـــــ ـــــ ـــ ــــــ ــــ ـــــــ ـــ ــــــ ـــــ ـــ ــــــــ ـــ ـــــ ــــ ــــــــ ـــ ـــــ ــــــ ــــ ـــــ ـــــ ـــ ــــــ ــــ ـــــــ ـــ ــــــ ـــــ ـــ ــــــــ ـــ ـــــ ــــ ــــــــ ـــ ـــــ ــــــ ــــ ـــــ bbox=[610, 271, 1153, 280]
latin-term: Cro Magnon bbox=[610, 193, 636, 198]
footnote-divider bbox=[319, 78, 568, 79]
text-paragraph: ـــــ ـــ ــــــ ــــ ـــــــ ـــ ــــــ ـــــ ـــ ــــــــ ـــ ـــــ ــــ ــــــــ ـــ ـــــ ــــــ ــــ ـــــ ـــــ ـــ ــــــ ــــ ـــــــ ـــ ــــــ ـــــ ـــ ــــــــ ـــ ـــــ ــــ ــــــــ ـــ ـــــ ــــــ ــــ ـــــ ـــــ ـــ ــــــ ــــ ـــــــ ـــ ــــــ ـــــ ـــ ــــــــ ـــ ـــــ ــــ ــــــــ ـــ ـــــ ــــــ ــــ ـــــ ـــــ ـــ ــــــ ــــ ـــــــ ـــ ــــــ ـــــ ـــ ــــــــ ـــ ـــــ ــــ ــــــــ ـــ ـــــ ــــــ ــــ ـــــ ـــــ ـــ ــــــ ــــ ـــــــ ـــ ــــــ ـــــ ـــ ــــــــ ـــ ـــــ ــــ ــــــــ ـــ ـــــ ــــــ ــــ ـــــ ـــــ ـــ ــــــ ــــ ـــــــ ـــ ــــــ ـــــ ـــ ــــــــ ـــ ـــــ ــــ ــــــــ ـــ ـــــ ــــــ ــــ ـــــ bbox=[15, 203, 568, 212]
footnote-divider bbox=[909, 74, 1153, 75]
header-divider bbox=[10, 25, 573, 26]
